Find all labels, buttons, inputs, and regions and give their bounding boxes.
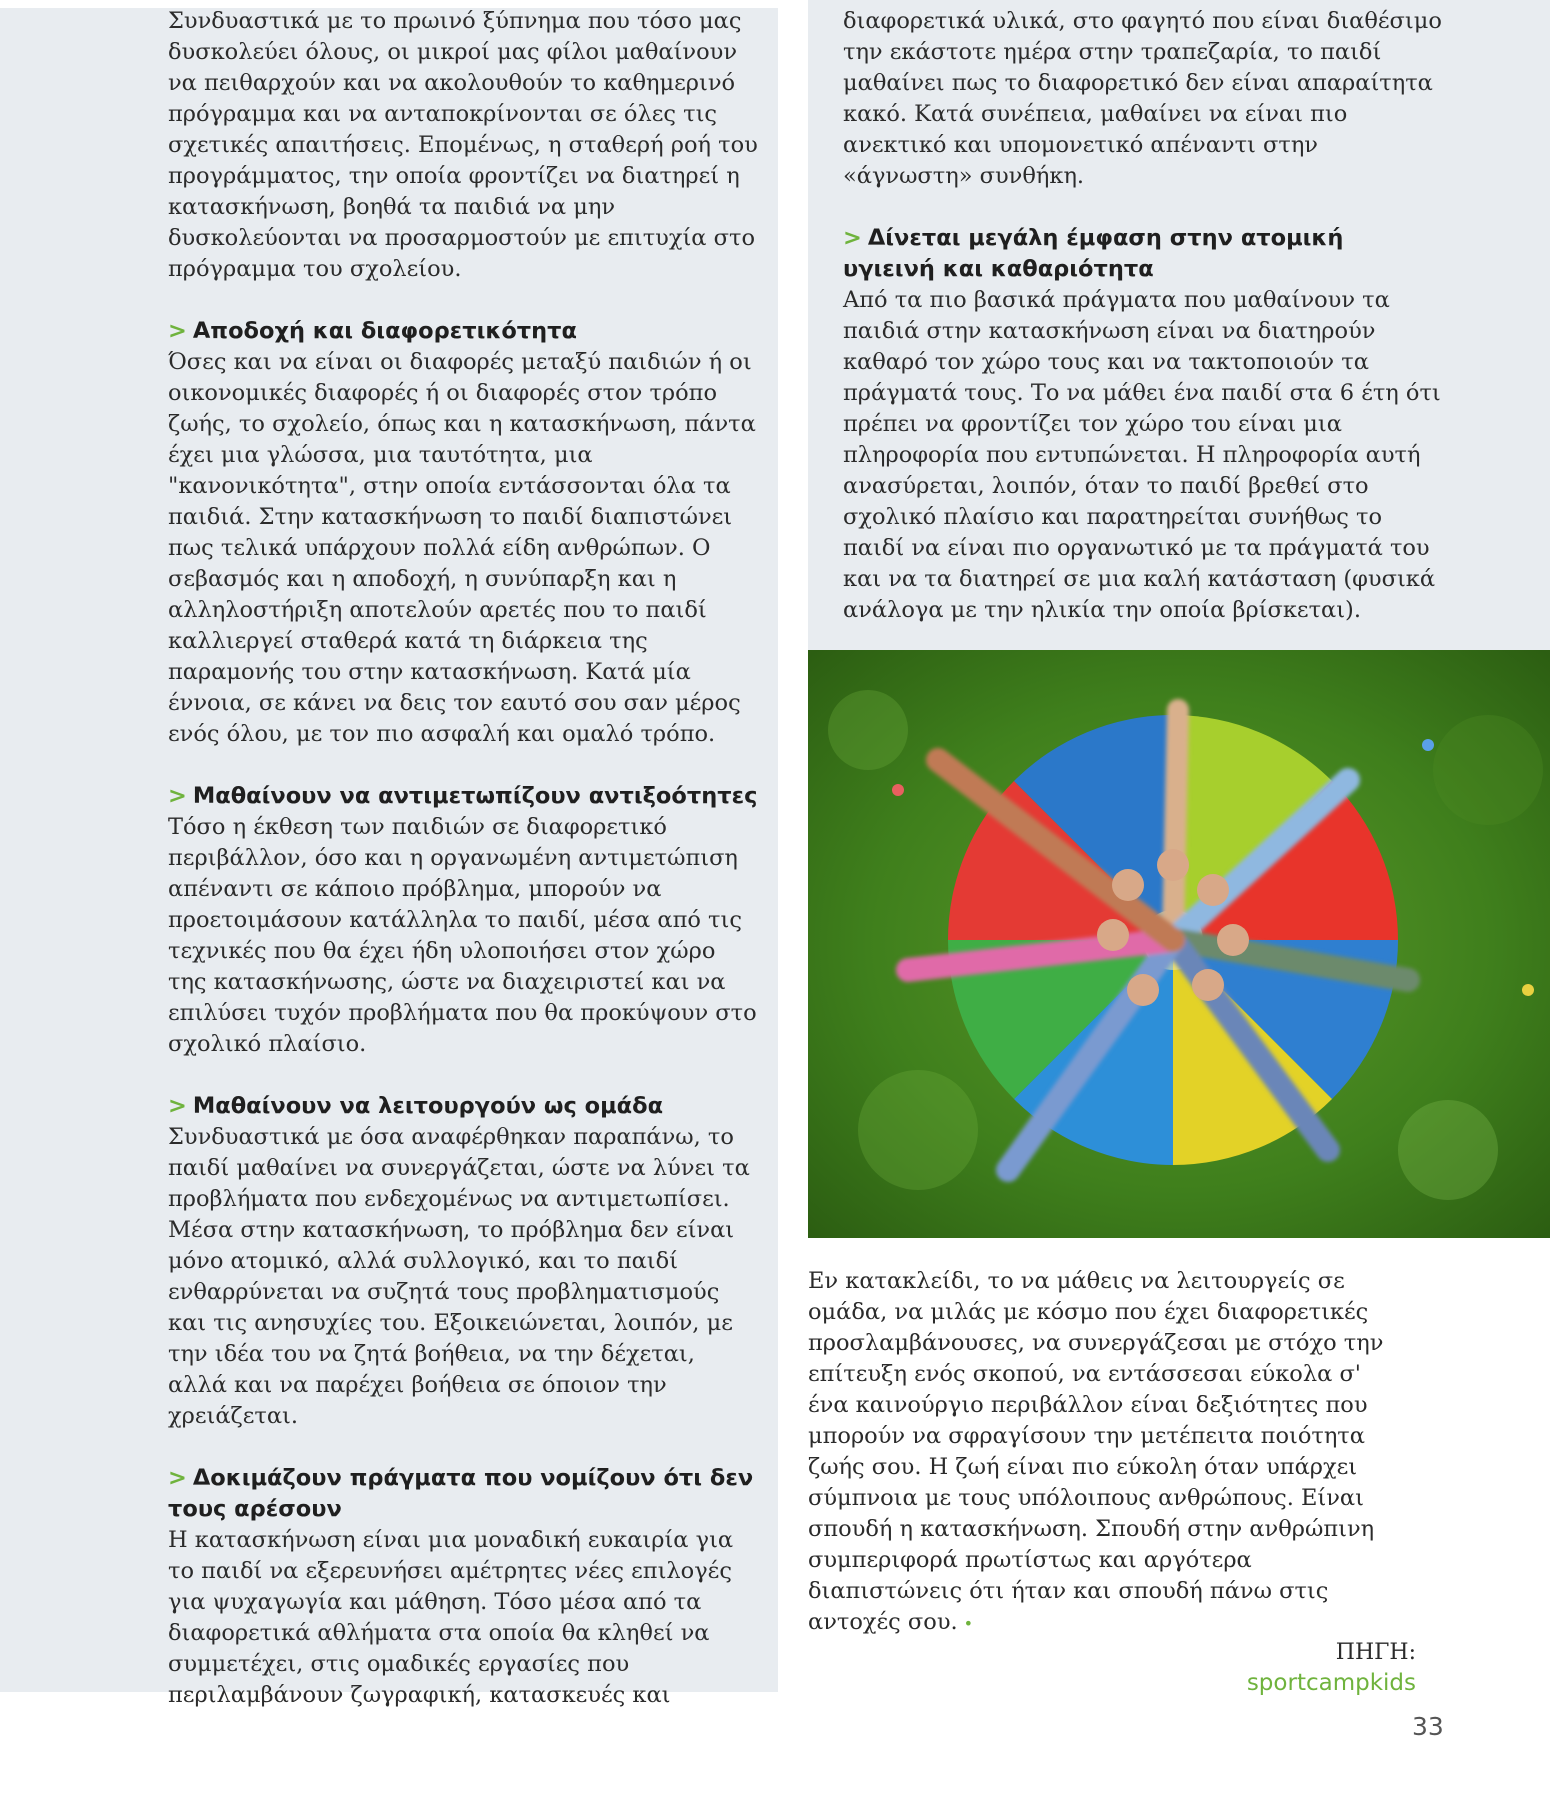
conclusion-text: Εν κατακλείδι, το να μάθεις να λειτουργείς σε ομάδα, να μιλάς με κόσμο που έχει διαφορετικές προσλαμβάνουσες, να συνεργάζεσαι με στόχο την επίτευξη ενός σκοπού, να εντάσσεσαι εύκολα σ' ένα καινούργιο περιβάλλον είναι δεξιότητες που μπορούν να σφραγίσουν την μετέπειτα ποιότητα ζωής σου. Η ζωή είναι πιο εύκολη όταν υπάρχει σύμπνοια με τους υπόλοιπους ανθρώπους. Είναι σπουδή η κατασκήνωση. Σπουδή στην ανθρώπινη συμπεριφορά πρωτίστως και αργότερα διαπιστώνεις ότι ήταν και σπουδή πάνω στις αντοχές σου. [808, 1268, 1384, 1635]
left-column [168, 6, 758, 1711]
children-on-parachute-photo [808, 650, 1550, 1238]
conclusion-paragraph [808, 1266, 1408, 1639]
continuation-paragraph: διαφορετικά υλικά, στο φαγητό που είναι διαθέσιμο την εκάστοτε ημέρα στην τραπεζαρία, το παιδί μαθαίνει πως το διαφορετικό δεν είναι απαραίτητα κακό. Κατά συνέπεια, μαθαίνει να είναι πιο ανεκτικό και υπομονετικό απέναντι στην «άγνωστη» συνθήκη. [843, 8, 1442, 189]
arrow-icon: > [168, 1093, 187, 1119]
source-credit [1247, 1638, 1416, 1698]
section-body: Η κατασκήνωση είναι μια μοναδική ευκαιρία για το παιδί να εξερευνήσει αμέτρητες νέες επιλογές για ψυχαγωγία και μάθηση. Τόσο μέσα από τα διαφορετικά αθλήματα στα οποία θα κληθεί να συμμετέχει, στις ομαδικές εργασίες που περιλαμβάνουν ζωγραφική, κατασκευές και [168, 1527, 734, 1708]
arrow-icon: > [168, 783, 187, 809]
section-body: Από τα πιο βασικά πράγματα που μαθαίνουν τα παιδιά στην κατασκήνωση είναι να διατηρούν καθαρό τον χώρο τους και να τακτοποιούν τα πράγματά τους. Το να μάθει ένα παιδί στα 6 έτη ότι πρέπει να φροντίζει τον χώρο του είναι μια πληροφορία που εντυπώνεται. Η πληροφορία αυτή ανασύρεται, λοιπόν, όταν το παιδί βρεθεί στο σχολικό πλαίσιο και παρατηρείται συνήθως το παιδί να είναι πιο οργανωτικό με τα πράγματά του και να τα διατηρεί σε μια καλή κατάσταση (φυσικά ανάλογα με την ηλικία την οποία βρίσκεται). [843, 287, 1441, 623]
section-body: Τόσο η έκθεση των παιδιών σε διαφορετικό περιβάλλον, όσο και η οργανωμένη αντιμετώπιση απέναντι σε κάποιο πρόβλημα, μπορούν να προετοιμάσουν κατάλληλα το παιδί, μέσα από τις τεχνικές που θα έχει ήδη υλοποιήσει στον χώρο της κατασκήνωσης, ώστε να διαχειριστεί και να επιλύσει τυχόν προβλήματα που θα προκύψουν στο σχολικό πλαίσιο. [168, 814, 757, 1057]
section-heading [168, 316, 758, 347]
arrow-icon: > [168, 318, 187, 344]
right-column-bottom [808, 1266, 1408, 1639]
section-heading [168, 1091, 758, 1122]
source-site: sportcampkids [1246, 1670, 1416, 1696]
intro-paragraph: Συνδυαστικά με το πρωινό ξύπνημα που τόσο μας δυσκολεύει όλους, οι μικροί μας φίλοι μαθαίνουν να πειθαρχούν και να ακολουθούν το καθημερινό πρόγραμμα και να ανταποκρίνονται σε όλες τις σχετικές απαιτήσεις. Επομένως, η σταθερή ροή του προγράμματος, την οποία φροντίζει να διατηρεί η κατασκήνωση, βοηθά τα παιδιά να μην δυσκολεύονται να προσαρμοστούν με επιτυχία στο πρόγραμμα του σχολείου. [168, 8, 758, 282]
section-heading-text: Δοκιμάζουν πράγματα που νομίζουν ότι δεν τους αρέσουν [168, 1465, 754, 1522]
section-heading-text: Μαθαίνουν να λειτουργούν ως ομάδα [192, 1093, 664, 1119]
end-bullet-icon: • [963, 1614, 974, 1633]
page-number: 33 [1412, 1712, 1444, 1741]
section-heading [168, 1463, 758, 1525]
section-heading-text: Αποδοχή και διαφορετικότητα [192, 318, 577, 344]
section-heading-text: Μαθαίνουν να αντιμετωπίζουν αντιξοότητες [192, 783, 758, 809]
section-heading [168, 781, 758, 812]
section-body: Συνδυαστικά με όσα αναφέρθηκαν παραπάνω, το παιδί μαθαίνει να συνεργάζεται, ώστε να λύνει τα προβλήματα που ενδεχομένως να αντιμετωπίσει. Μέσα στην κατασκήνωση, το πρόβλημα δεν είναι μόνο ατομικό, αλλά συλλογικό, και το παιδί ενθαρρύνεται να συζητά τους προβληματισμούς και τις ανησυχίες του. Εξοικειώνεται, λοιπόν, με την ιδέα του να ζητά βοήθεια, να την δέχεται, αλλά και να παρέχει βοήθεια σε όποιον την χρειάζεται. [168, 1124, 750, 1429]
section-heading [843, 223, 1443, 285]
arrow-icon: > [168, 1465, 187, 1491]
right-column-top [843, 6, 1443, 626]
section-heading-text: Δίνεται μεγάλη έμφαση στην ατομική υγιεινή και καθαριότητα [843, 225, 1344, 282]
arrow-icon: > [843, 225, 862, 251]
section-body: Όσες και να είναι οι διαφορές μεταξύ παιδιών ή οι οικονομικές διαφορές ή οι διαφορές στον τρόπο ζωής, το σχολείο, όπως και η κατασκήνωση, πάντα έχει μια γλώσσα, μια ταυτότητα, μια "κανονικότητα", στην οποία εντάσσονται όλα τα παιδιά. Στην κατασκήνωση το παιδί διαπιστώνει πως τελικά υπάρχουν πολλά είδη ανθρώπων. Ο σεβασμός και η αποδοχή, η συνύπαρξη και η αλληλοστήριξη αποτελούν αρετές που το παιδί καλλιεργεί σταθερά κατά τη διάρκεια της παραμονής του στην κατασκήνωση. Κατά μία έννοια, σε κάνει να δεις τον εαυτό σου σαν μέρος ενός όλου, με τον πιο ασφαλή και ομαλό τρόπο. [168, 349, 756, 747]
source-label: ΠΗΓΗ: [1335, 1640, 1416, 1665]
